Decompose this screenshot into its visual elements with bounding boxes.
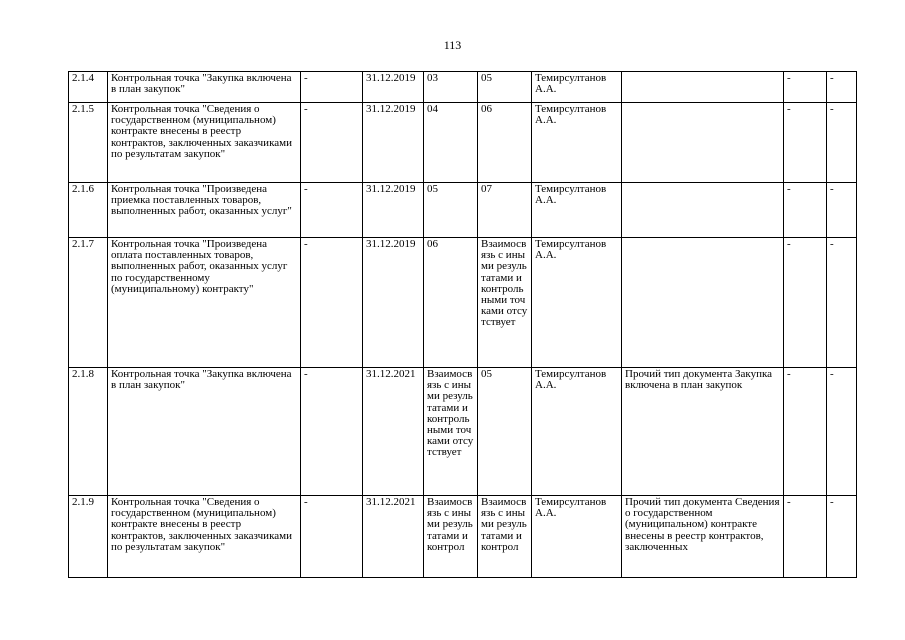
col-dash-9-text: -: [787, 497, 791, 508]
control-points-table: [68, 71, 857, 578]
col-dash-9: -: [784, 72, 827, 103]
col-dash-9: -: [784, 368, 827, 496]
document: [622, 238, 784, 368]
col-dash-10: [827, 496, 857, 578]
col-dash-10: -: [827, 183, 857, 238]
successor: 05: [478, 368, 532, 496]
responsible: Темирсултанов А.А.: [532, 238, 622, 368]
successor: Взаимосвязь с иными результатами и контрольными точками отсутствует: [478, 238, 532, 368]
due-date: 31.12.2019: [363, 183, 424, 238]
table-row: [69, 72, 857, 103]
col-dash: [301, 496, 363, 578]
row-number: 2.1.4: [69, 72, 108, 103]
responsible: Темирсултанов А.А.: [532, 183, 622, 238]
control-point-name: Контрольная точка "Сведения о государственном (муниципальном) контракте внесены в реестр контрактов, заключенных заказчиками по результатам закупок": [108, 103, 301, 183]
predecessor-text: Взаимосвязь с иными результатами и контрол: [427, 497, 473, 553]
predecessor: Взаимосвязь с иными результатами и контрольными точками отсутствует: [424, 368, 478, 496]
document: [622, 183, 784, 238]
due-date: [363, 496, 424, 578]
control-point-name: Контрольная точка "Произведена оплата поставленных товаров, выполненных работ, оказанных услуг по государственному (муниципальному) контракту": [108, 238, 301, 368]
table-row: [69, 183, 857, 238]
successor: 05: [478, 72, 532, 103]
predecessor: 06: [424, 238, 478, 368]
due-date-text: 31.12.2021: [366, 497, 416, 508]
document: [622, 103, 784, 183]
due-date: 31.12.2019: [363, 72, 424, 103]
col-dash: -: [301, 238, 363, 368]
table-row: [69, 496, 857, 578]
successor: 06: [478, 103, 532, 183]
successor: [478, 496, 532, 578]
col-dash-text: -: [304, 497, 308, 508]
predecessor: 03: [424, 72, 478, 103]
col-dash: -: [301, 368, 363, 496]
row-number: 2.1.8: [69, 368, 108, 496]
control-point-name: [108, 496, 301, 578]
row-number-text: 2.1.9: [72, 497, 94, 508]
col-dash-9: -: [784, 183, 827, 238]
col-dash-10: -: [827, 238, 857, 368]
predecessor: 05: [424, 183, 478, 238]
due-date: 31.12.2021: [363, 368, 424, 496]
col-dash-9: -: [784, 238, 827, 368]
document: Прочий тип документа Закупка включена в план закупок: [622, 368, 784, 496]
col-dash-10: -: [827, 368, 857, 496]
col-dash: -: [301, 103, 363, 183]
row-number: 2.1.6: [69, 183, 108, 238]
col-dash-10: -: [827, 72, 857, 103]
due-date: 31.12.2019: [363, 103, 424, 183]
col-dash-10-text: -: [830, 497, 834, 508]
table-row: [69, 238, 857, 368]
document: [622, 72, 784, 103]
col-dash-10: -: [827, 103, 857, 183]
document: [622, 496, 784, 578]
successor-text: Взаимосвязь с иными результатами и контрол: [481, 497, 527, 553]
row-number: [69, 496, 108, 578]
control-point-name: Контрольная точка "Закупка включена в план закупок": [108, 72, 301, 103]
col-dash: -: [301, 183, 363, 238]
col-dash: -: [301, 72, 363, 103]
successor: 07: [478, 183, 532, 238]
responsible: Темирсултанов А.А.: [532, 368, 622, 496]
row-number: 2.1.5: [69, 103, 108, 183]
responsible-text: Темирсултанов А.А.: [535, 497, 607, 520]
due-date: 31.12.2019: [363, 238, 424, 368]
page-number: 113: [443, 38, 462, 52]
responsible: [532, 496, 622, 578]
document-text: Прочий тип документа Сведения о государственном (муниципальном) контракте внесены в реестр контрактов, заключенных: [625, 497, 780, 553]
table-row: [69, 103, 857, 183]
control-point-name: Контрольная точка "Закупка включена в план закупок": [108, 368, 301, 496]
predecessor: [424, 496, 478, 578]
row-number: 2.1.7: [69, 238, 108, 368]
col-dash-9: [784, 496, 827, 578]
control-point-name: Контрольная точка "Произведена приемка поставленных товаров, выполненных работ, оказанных услуг": [108, 183, 301, 238]
control-point-name-text: Контрольная точка "Сведения о государственном (муниципальном) контракте внесены в реестр контрактов, заключенных заказчиками по результатам закупок": [111, 497, 292, 553]
col-dash-9: -: [784, 103, 827, 183]
table-row: [69, 368, 857, 496]
responsible: Темирсултанов А.А.: [532, 72, 622, 103]
responsible: Темирсултанов А.А.: [532, 103, 622, 183]
predecessor: 04: [424, 103, 478, 183]
